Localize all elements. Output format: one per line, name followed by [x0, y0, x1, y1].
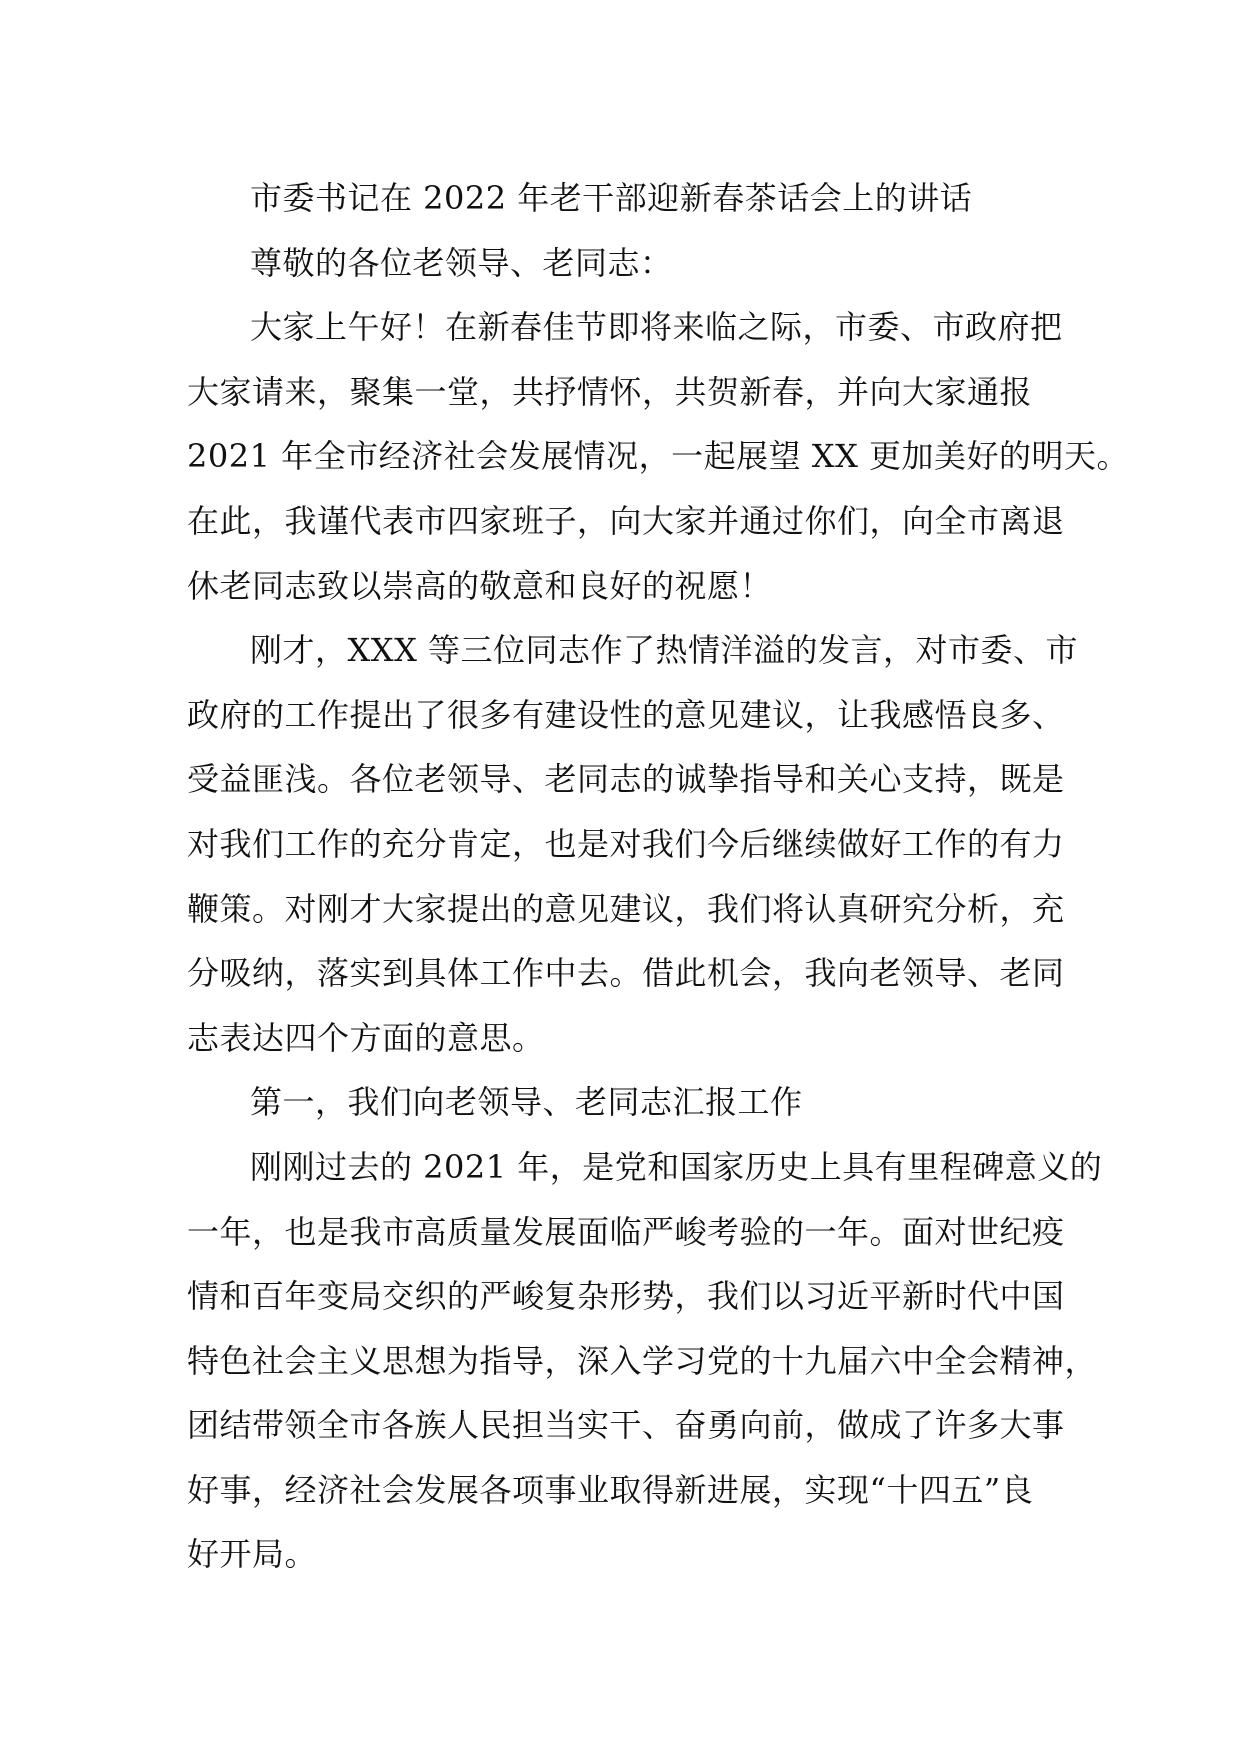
paragraph-line: 休老同志致以崇高的敬意和良好的祝愿！ — [187, 566, 773, 605]
paragraph-line: 情和百年变局交织的严峻复杂形势，我们以习近平新时代中国 — [187, 1277, 1065, 1316]
paragraph-line: 刚刚过去的 2021 年，是党和国家历史上具有里程碑意义的 — [250, 1147, 1103, 1186]
paragraph-line: 大家上午好！在新春佳节即将来临之际，市委、市政府把 — [250, 308, 1063, 347]
paragraph-line: 一年，也是我市高质量发展面临严峻考验的一年。面对世纪疫 — [187, 1212, 1065, 1251]
paragraph-line: 志表达四个方面的意思。 — [187, 1018, 545, 1057]
salutation: 尊敬的各位老领导、老同志： — [250, 243, 673, 282]
paragraph-line: 受益匪浅。各位老领导、老同志的诚挚指导和关心支持，既是 — [187, 760, 1065, 799]
section-heading: 第一，我们向老领导、老同志汇报工作 — [250, 1083, 803, 1122]
paragraph-line: 团结带领全市各族人民担当实干、奋勇向前，做成了许多大事 — [187, 1406, 1065, 1445]
paragraph-line: 在此，我谨代表市四家班子，向大家并通过你们，向全市离退 — [187, 501, 1065, 540]
paragraph-line: 刚才，XXX 等三位同志作了热情洋溢的发言，对市委、市 — [250, 631, 1079, 670]
paragraph-line: 政府的工作提出了很多有建设性的意见建议，让我感悟良多、 — [187, 695, 1065, 734]
paragraph-line: 好事，经济社会发展各项事业取得新进展，实现“十四五”良 — [187, 1470, 1034, 1509]
speech-title: 市委书记在 2022 年老干部迎新春茶话会上的讲话 — [250, 179, 973, 217]
paragraph-line: 对我们工作的充分肯定，也是对我们今后继续做好工作的有力 — [187, 824, 1065, 863]
paragraph-line: 大家请来，聚集一堂，共抒情怀，共贺新春，并向大家通报 — [187, 372, 1033, 411]
paragraph-line: 特色社会主义思想为指导，深入学习党的十九届六中全会精神， — [187, 1341, 1098, 1380]
document-body — [187, 166, 1130, 1587]
paragraph-line: 分吸纳，落实到具体工作中去。借此机会，我向老领导、老同 — [187, 954, 1065, 993]
paragraph-line: 好开局。 — [187, 1535, 318, 1574]
paragraph-line: 鞭策。对刚才大家提出的意见建议，我们将认真研究分析，充 — [187, 889, 1065, 928]
paragraph-line: 2021 年全市经济社会发展情况，一起展望 XX 更加美好的明天。 — [187, 437, 1130, 476]
